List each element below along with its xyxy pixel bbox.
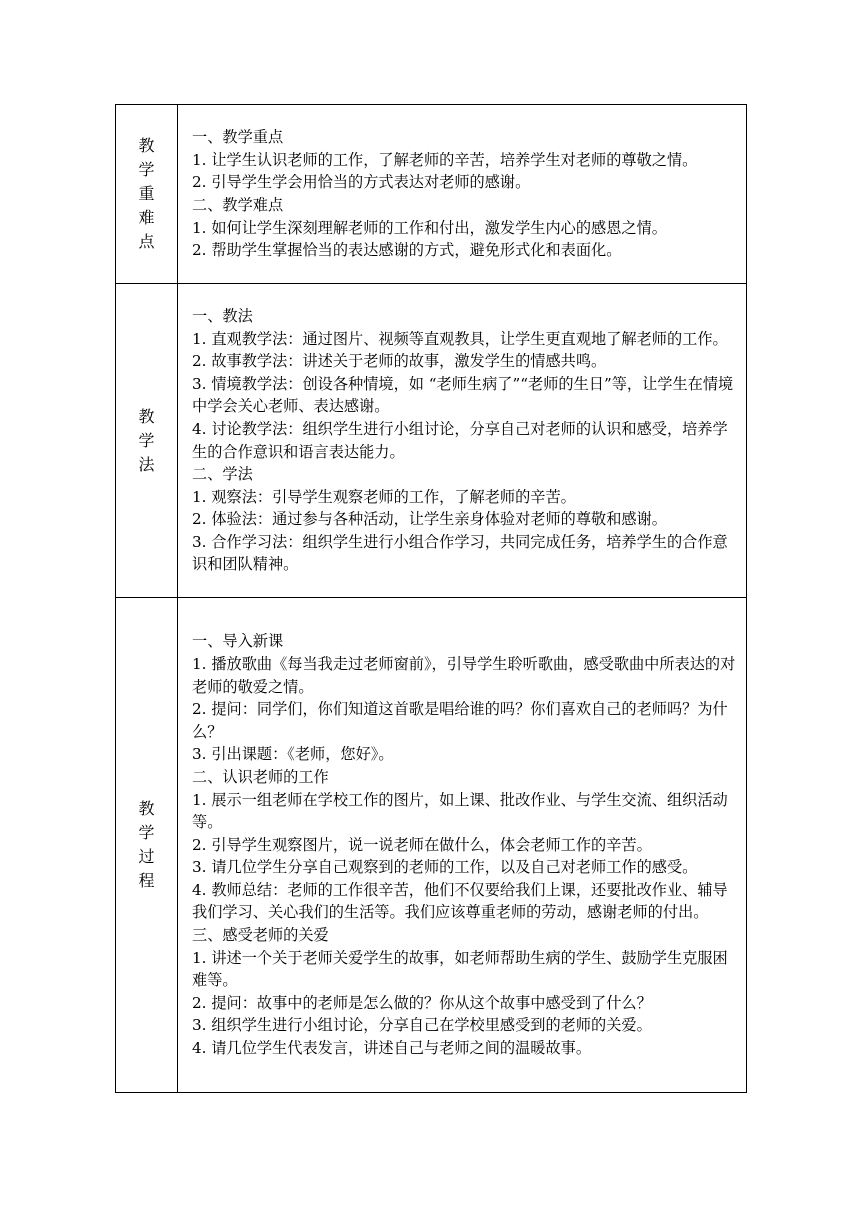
section-label-char: 难: [138, 208, 155, 227]
section-content-cell: [178, 598, 747, 1093]
section-content: [192, 126, 738, 262]
section-content-cell: [178, 284, 747, 598]
section-label-char: 学: [138, 823, 155, 842]
content-line: 3. 合作学习法：组织学生进行小组合作学习，共同完成任务，培养学生的合作意识和团队精神。: [192, 532, 728, 574]
section-label-char: 点: [138, 232, 155, 251]
section-label-char: 学: [138, 160, 155, 179]
section-label-char: 过: [138, 847, 155, 866]
section-label-cell: [116, 105, 178, 284]
content-line: 1. 播放歌曲《每当我走过老师窗前》，引导学生聆听歌曲，感受歌曲中所表达的对老师的敬爱之情。: [192, 654, 736, 696]
content-line: 一、教学重点: [192, 128, 284, 147]
content-line: 4. 教师总结：老师的工作很辛苦，他们不仅要给我们上课，还要批改作业、辅导我们学习、关心我们的生活等。我们应该尊重老师的劳动，感谢老师的付出。: [192, 880, 728, 922]
content-line: 3. 请几位学生分享自己观察到的老师的工作，以及自己对老师工作的感受。: [192, 858, 698, 877]
section-content: [192, 630, 738, 1059]
content-line: 三、感受老师的关爱: [192, 926, 329, 945]
content-line: 2. 提问：故事中的老师是怎么做的？你从这个故事中感受到了什么？: [192, 993, 652, 1012]
content-line: 二、学法: [192, 465, 253, 484]
section-label-char: 教: [138, 136, 155, 155]
content-line: 一、导入新课: [192, 632, 284, 651]
content-line: 2. 帮助学生掌握恰当的表达感谢的方式，避免形式化和表面化。: [192, 241, 622, 260]
section-label-cell: [116, 598, 178, 1093]
content-line: 3. 组织学生进行小组讨论，分享自己在学校里感受到的老师的关爱。: [192, 1016, 652, 1035]
section-row-teaching-methods: [116, 284, 747, 598]
content-line: 1. 直观教学法：通过图片、视频等直观教具，让学生更直观地了解老师的工作。: [192, 329, 728, 348]
content-line: 2. 引导学生学会用恰当的方式表达对老师的感谢。: [192, 173, 531, 192]
content-line: 3. 引出课题：《老师，您好》。: [192, 745, 394, 764]
section-label-cell: [116, 284, 178, 598]
section-content-cell: [178, 105, 747, 284]
section-label-char: 学: [138, 430, 155, 450]
content-line: 2. 引导学生观察图片，说一说老师在做什么，体会老师工作的辛苦。: [192, 835, 652, 854]
content-line: 4. 讨论教学法：组织学生进行小组讨论，分享自己对老师的认识和感受，培养学生的合作意识和语言表达能力。: [192, 419, 728, 461]
content-line: 二、认识老师的工作: [192, 767, 329, 786]
section-label-char: 重: [138, 184, 155, 203]
section-label-char: 教: [138, 799, 155, 818]
content-line: 1. 让学生认识老师的工作，了解老师的辛苦，培养学生对老师的尊敬之情。: [192, 150, 698, 169]
content-line: 2. 体验法：通过参与各种活动，让学生亲身体验对老师的尊敬和感谢。: [192, 510, 667, 529]
content-line: 1. 讲述一个关于老师关爱学生的故事，如老师帮助生病的学生、鼓励学生克服困难等。: [192, 948, 728, 990]
content-line: 二、教学难点: [192, 196, 284, 214]
section-content: [192, 305, 738, 576]
content-line: 1. 观察法：引导学生观察老师的工作，了解老师的辛苦。: [192, 487, 576, 506]
section-label-char: 法: [138, 454, 155, 474]
content-line: 1. 展示一组老师在学校工作的图片，如上课、批改作业、与学生交流、组织活动等。: [192, 790, 728, 832]
content-line: 3. 情境教学法：创设各种情境，如 “老师生病了”“老师的生日”等，让学生在情境中学会关心老师、表达感谢。: [192, 374, 734, 416]
content-line: 2. 故事教学法：讲述关于老师的故事，激发学生的情感共鸣。: [192, 352, 607, 371]
section-row-teaching-process: [116, 598, 747, 1093]
content-line: 4. 请几位学生代表发言，讲述自己与老师之间的温暖故事。: [192, 1039, 592, 1058]
lesson-plan-table: [115, 104, 747, 1093]
section-row-key-difficult-points: [116, 105, 747, 284]
section-label-char: 程: [138, 871, 155, 890]
content-line: 2. 提问：同学们，你们知道这首歌是唱给谁的吗？你们喜欢自己的老师吗？为什么？: [192, 700, 728, 741]
content-line: 一、教法: [192, 306, 253, 325]
content-line: 1. 如何让学生深刻理解老师的工作和付出，激发学生内心的感恩之情。: [192, 218, 667, 237]
section-label-char: 教: [138, 406, 155, 426]
